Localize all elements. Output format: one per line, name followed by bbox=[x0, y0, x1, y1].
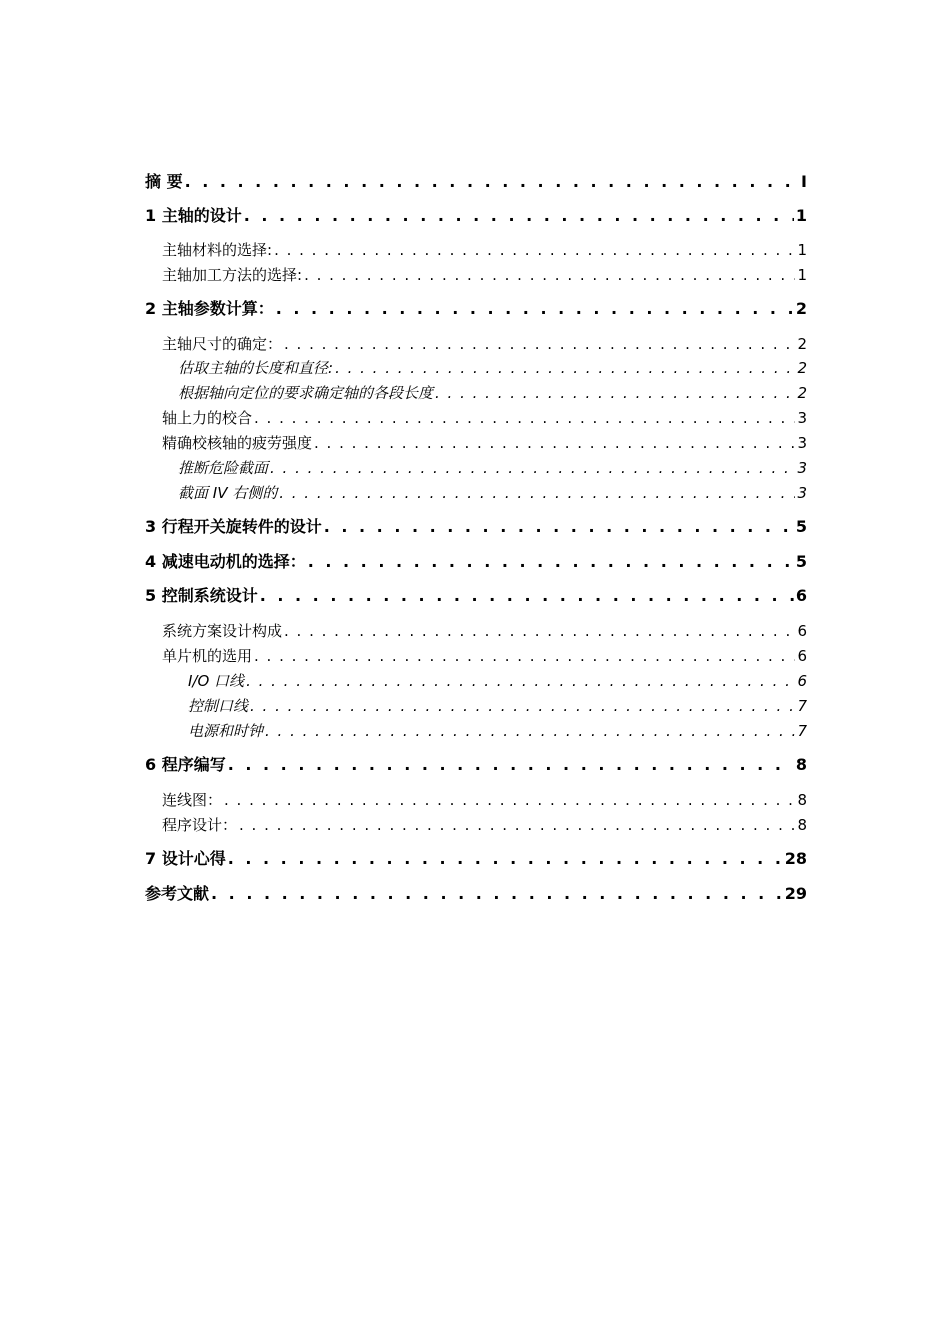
toc-entry-label: 5 控制系统设计 bbox=[145, 586, 258, 605]
toc-entry-page: 6 bbox=[797, 672, 807, 690]
toc-entry-chapter-2[interactable] bbox=[145, 299, 807, 319]
toc-entry-section[interactable] bbox=[162, 265, 807, 285]
toc-entry-label: 摘 要 bbox=[145, 172, 183, 191]
toc-entry-page: 7 bbox=[797, 697, 807, 715]
toc-entry-page: 6 bbox=[795, 586, 807, 605]
toc-entry-page: 8 bbox=[795, 755, 807, 774]
toc-entry-page: 3 bbox=[797, 459, 807, 477]
toc-leader-dots bbox=[435, 383, 795, 403]
toc-leader-dots bbox=[308, 552, 794, 572]
toc-entry-page: 3 bbox=[797, 434, 807, 452]
toc-entry-label: 2 主轴参数计算： bbox=[145, 299, 274, 318]
toc-entry-label: 3 行程开关旋转件的设计 bbox=[145, 517, 322, 536]
toc-entry-chapter-6[interactable] bbox=[145, 755, 807, 775]
toc-entry-subsection[interactable] bbox=[188, 721, 807, 741]
toc-entry-subsection[interactable] bbox=[188, 671, 807, 691]
toc-entry-subsection[interactable] bbox=[178, 458, 807, 478]
toc-entry-label: 截面 IV 右侧的 bbox=[178, 484, 278, 502]
toc-entry-section[interactable] bbox=[162, 408, 807, 428]
toc-entry-label: 参考文献 bbox=[145, 884, 210, 903]
toc-leader-dots bbox=[254, 646, 795, 666]
toc-entry-label: 7 设计心得 bbox=[145, 849, 226, 868]
toc-leader-dots bbox=[279, 483, 795, 503]
toc-entry-page: 29 bbox=[784, 884, 807, 903]
toc-entry-page: 1 bbox=[797, 266, 807, 284]
toc-entry-page: 1 bbox=[797, 241, 807, 259]
toc-entry-references[interactable] bbox=[145, 884, 807, 904]
toc-entry-section[interactable] bbox=[162, 790, 807, 810]
toc-leader-dots bbox=[260, 586, 794, 606]
toc-entry-label: 主轴尺寸的确定： bbox=[162, 335, 283, 353]
toc-entry-label: 系统方案设计构成 bbox=[162, 622, 283, 640]
toc-entry-label: 精确校核轴的疲劳强度 bbox=[162, 434, 313, 452]
toc-leader-dots bbox=[335, 358, 795, 378]
toc-entry-label: 估取主轴的长度和直径: bbox=[178, 359, 334, 377]
toc-leader-dots bbox=[239, 815, 795, 835]
toc-entry-page: 2 bbox=[795, 299, 807, 318]
toc-entry-page: I bbox=[801, 172, 807, 191]
toc-entry-label: 4 减速电动机的选择： bbox=[145, 552, 306, 571]
toc-entry-label: 连线图： bbox=[162, 791, 223, 809]
toc-entry-page: 3 bbox=[797, 484, 807, 502]
toc-entry-label: 根据轴向定位的要求确定轴的各段长度 bbox=[178, 384, 434, 402]
toc-entry-page: 5 bbox=[795, 517, 807, 536]
toc-entry-section[interactable] bbox=[162, 646, 807, 666]
toc-leader-dots bbox=[246, 671, 795, 691]
toc-entry-section[interactable] bbox=[162, 240, 807, 260]
toc-entry-page: 28 bbox=[784, 849, 807, 868]
toc-entry-label: 6 程序编写 bbox=[145, 755, 226, 774]
toc-entry-subsection[interactable] bbox=[188, 696, 807, 716]
toc-leader-dots bbox=[324, 517, 794, 537]
toc-leader-dots bbox=[276, 299, 794, 319]
toc-entry-label: 单片机的选用 bbox=[162, 647, 253, 665]
toc-entry-label: 推断危险截面 bbox=[178, 459, 269, 477]
toc-entry-subsection[interactable] bbox=[178, 383, 807, 403]
toc-entry-section[interactable] bbox=[162, 621, 807, 641]
toc-entry-section[interactable] bbox=[162, 433, 807, 453]
toc-entry-chapter-5[interactable] bbox=[145, 586, 807, 606]
toc-entry-page: 6 bbox=[797, 647, 807, 665]
toc-entry-page: 2 bbox=[797, 384, 807, 402]
toc-leader-dots bbox=[265, 721, 795, 741]
toc-entry-section[interactable] bbox=[162, 815, 807, 835]
toc-entry-label: 主轴加工方法的选择: bbox=[162, 266, 303, 284]
toc-entry-label: I/O 口线 bbox=[188, 672, 245, 690]
toc-leader-dots bbox=[304, 265, 795, 285]
toc-entry-page: 2 bbox=[797, 359, 807, 377]
toc-entry-label: 轴上力的校合 bbox=[162, 409, 253, 427]
toc-leader-dots bbox=[270, 458, 795, 478]
toc-leader-dots bbox=[284, 334, 795, 354]
toc-leader-dots bbox=[274, 240, 795, 260]
toc-entry-chapter-4[interactable] bbox=[145, 552, 807, 572]
toc-leader-dots bbox=[244, 206, 794, 226]
toc-entry-page: 8 bbox=[797, 791, 807, 809]
toc-leader-dots bbox=[284, 621, 795, 641]
toc-entry-label: 程序设计： bbox=[162, 816, 238, 834]
toc-entry-chapter-3[interactable] bbox=[145, 517, 807, 537]
toc-entry-page: 3 bbox=[797, 409, 807, 427]
toc-entry-section[interactable] bbox=[162, 334, 807, 354]
toc-leader-dots bbox=[250, 696, 795, 716]
toc-leader-dots bbox=[224, 790, 795, 810]
toc-entry-subsection[interactable] bbox=[178, 358, 807, 378]
toc-entry-label: 1 主轴的设计 bbox=[145, 206, 242, 225]
toc-leader-dots bbox=[228, 755, 794, 775]
toc-leader-dots bbox=[211, 884, 783, 904]
toc-entry-label: 控制口线 bbox=[188, 697, 249, 715]
toc-entry-subsection[interactable] bbox=[178, 483, 807, 503]
toc-entry-abstract[interactable] bbox=[145, 172, 807, 192]
toc-leader-dots bbox=[228, 849, 783, 869]
toc-entry-page: 7 bbox=[797, 722, 807, 740]
toc-entry-chapter-1[interactable] bbox=[145, 206, 807, 226]
toc-entry-page: 2 bbox=[797, 335, 807, 353]
toc-entry-page: 1 bbox=[795, 206, 807, 225]
toc-entry-label: 主轴材料的选择: bbox=[162, 241, 273, 259]
toc-leader-dots bbox=[254, 408, 795, 428]
toc-leader-dots bbox=[314, 433, 795, 453]
toc-entry-label: 电源和时钟 bbox=[188, 722, 264, 740]
toc-entry-chapter-7[interactable] bbox=[145, 849, 807, 869]
toc-entry-page: 6 bbox=[797, 622, 807, 640]
toc-entry-page: 5 bbox=[795, 552, 807, 571]
toc-entry-page: 8 bbox=[797, 816, 807, 834]
toc-leader-dots bbox=[185, 172, 799, 192]
